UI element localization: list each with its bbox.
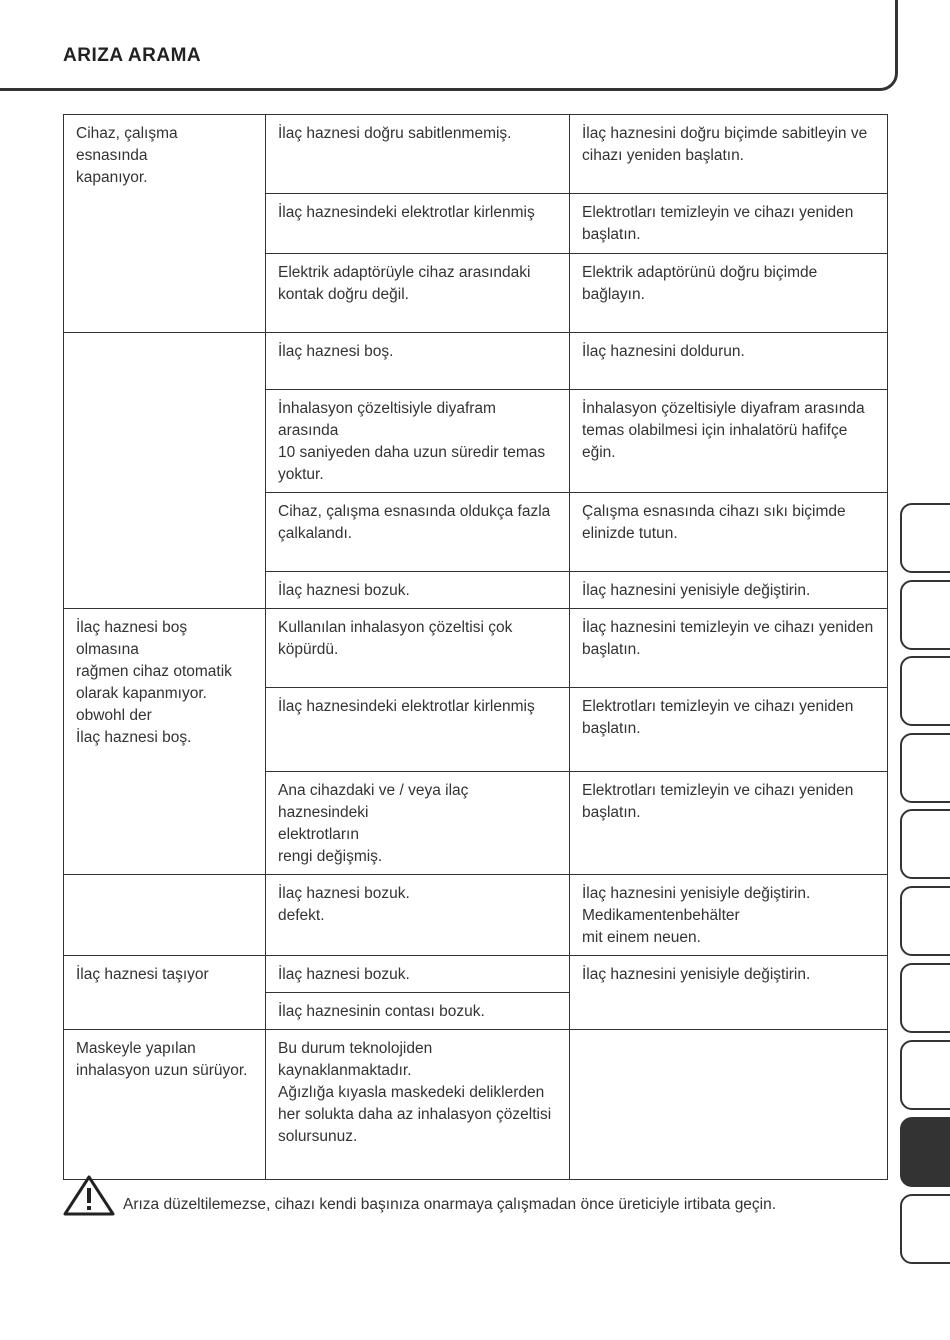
cell-text: İlaç haznesinin contası bozuk. <box>278 1003 485 1020</box>
cell-text: İnhalasyon çözeltisiyle diyafram arasında <box>278 400 496 439</box>
cell-text: İlaç haznesi boş. <box>278 343 394 360</box>
cell-text: defekt. <box>278 907 325 924</box>
cell-text: olarak kapanmıyor. <box>76 685 207 702</box>
remedy-cell <box>570 333 888 390</box>
remedy-cell <box>570 875 888 956</box>
side-tab[interactable] <box>900 1194 950 1264</box>
remedy-cell <box>570 115 888 194</box>
problem-cell <box>64 609 266 875</box>
cause-cell <box>266 875 570 956</box>
remedy-cell <box>570 772 888 875</box>
problem-cell <box>64 1030 266 1180</box>
side-tab[interactable] <box>900 733 950 803</box>
cell-text: Elektrotları temizleyin ve cihazı yeniden <box>582 782 854 799</box>
side-tab[interactable] <box>900 963 950 1033</box>
table-row <box>64 956 888 993</box>
side-tab[interactable] <box>900 656 950 726</box>
problem-cell <box>64 115 266 333</box>
problem-cell <box>64 875 266 956</box>
cell-text: İlaç haznesini yenisiyle değiştirin. <box>582 885 811 902</box>
cause-cell <box>266 572 570 609</box>
cell-text: Elektrik adaptörünü doğru biçimde bağlayın. <box>582 264 818 303</box>
side-tab[interactable] <box>900 1040 950 1110</box>
cell-text: rengi değişmiş. <box>278 848 383 865</box>
table-row <box>64 115 888 194</box>
cell-text: Bu durum teknolojiden <box>278 1040 433 1057</box>
cell-text: çalkalandı. <box>278 525 353 542</box>
cell-text: İlaç haznesi bozuk. <box>278 582 410 599</box>
cell-text: Medikamentenbehälter <box>582 907 740 924</box>
cell-text: Elektrotları temizleyin ve cihazı yeniden <box>582 698 854 715</box>
cell-text: İlaç haznesi bozuk. <box>278 885 410 902</box>
side-tab[interactable] <box>900 886 950 956</box>
side-tab[interactable] <box>900 580 950 650</box>
cell-text: İlaç haznesi boş. <box>76 729 192 746</box>
warning-text: Arıza düzeltilemezse, cihazı kendi başınıza onarmaya çalışmadan önce üreticiyle irtibata geçin. <box>123 1196 777 1213</box>
cell-text: köpürdü. <box>278 641 339 658</box>
remedy-cell <box>570 572 888 609</box>
cause-cell <box>266 493 570 572</box>
cause-cell <box>266 390 570 493</box>
troubleshooting-table <box>63 114 888 1180</box>
table-row <box>64 1030 888 1180</box>
warning-triangle-icon <box>63 1174 115 1216</box>
cause-cell <box>266 254 570 333</box>
cell-text: Ağızlığa kıyasla maskedeki deliklerden <box>278 1084 545 1101</box>
remedy-cell <box>570 194 888 254</box>
table-row <box>64 609 888 688</box>
cell-text: İlaç haznesindeki elektrotlar kirlenmiş <box>278 698 535 715</box>
cell-text: İlaç haznesini doldurun. <box>582 343 745 360</box>
cell-text: İlaç haznesi doğru sabitlenmemiş. <box>278 125 512 142</box>
remedy-cell <box>570 493 888 572</box>
problem-cell <box>64 956 266 1030</box>
cell-text: Cihaz, çalışma esnasında oldukça fazla <box>278 503 551 520</box>
remedy-cell <box>570 688 888 772</box>
cell-text: İlaç haznesini yenisiyle değiştirin. <box>582 966 811 983</box>
cell-text: kapanıyor. <box>76 169 148 186</box>
cell-text: Elektrik adaptörüyle cihaz arasındaki <box>278 264 531 281</box>
remedy-cell <box>570 1030 888 1180</box>
cell-text: cihazı yeniden başlatın. <box>582 147 744 164</box>
cell-text: eğin. <box>582 444 616 461</box>
cause-cell <box>266 993 570 1030</box>
cell-text: Maskeyle yapılan <box>76 1040 196 1057</box>
page-title: ARIZA ARAMA <box>63 45 202 66</box>
cell-text: İlaç haznesini temizleyin ve cihazı yeniden <box>582 619 874 636</box>
cell-text: temas olabilmesi için inhalatörü hafifçe <box>582 422 848 439</box>
cell-text: İnhalasyon çözeltisiyle diyafram arasında <box>582 400 865 417</box>
cell-text: solursunuz. <box>278 1128 358 1145</box>
side-tab-active[interactable] <box>900 1117 950 1187</box>
cell-text: Elektrotları temizleyin ve cihazı yeniden <box>582 204 854 221</box>
side-tab[interactable] <box>900 809 950 879</box>
cell-text: elektrotların <box>278 826 359 843</box>
cell-text: obwohl der <box>76 707 152 724</box>
cell-text: Çalışma esnasında cihazı sıkı biçimde <box>582 503 846 520</box>
cause-cell <box>266 609 570 688</box>
cell-text: başlatın. <box>582 804 641 821</box>
cell-text: 10 saniyeden daha uzun süredir temas <box>278 444 546 461</box>
remedy-cell <box>570 390 888 493</box>
cause-cell <box>266 772 570 875</box>
cell-text: kontak doğru değil. <box>278 286 409 303</box>
cell-text: İlaç haznesi taşıyor <box>76 966 209 983</box>
cell-text: İlaç haznesini yenisiyle değiştirin. <box>582 582 811 599</box>
cell-text: kaynaklanmaktadır. <box>278 1062 412 1079</box>
cell-text: inhalasyon uzun sürüyor. <box>76 1062 248 1079</box>
cell-text: başlatın. <box>582 226 641 243</box>
cause-cell <box>266 688 570 772</box>
cause-cell <box>266 333 570 390</box>
warning-note <box>63 1172 893 1218</box>
cell-text: yoktur. <box>278 466 324 483</box>
cell-text: Kullanılan inhalasyon çözeltisi çok <box>278 619 513 636</box>
table-row <box>64 875 888 956</box>
cell-text: her solukta daha az inhalasyon çözeltisi <box>278 1106 552 1123</box>
cause-cell <box>266 115 570 194</box>
cell-text: İlaç haznesi boş olmasına <box>76 619 188 658</box>
cell-text: İlaç haznesi bozuk. <box>278 966 410 983</box>
cell-text: rağmen cihaz otomatik <box>76 663 232 680</box>
cell-text: İlaç haznesindeki elektrotlar kirlenmiş <box>278 204 535 221</box>
cell-text: Ana cihazdaki ve / veya ilaç haznesindeki <box>278 782 469 821</box>
cause-cell <box>266 1030 570 1180</box>
remedy-cell <box>570 609 888 688</box>
problem-cell <box>64 333 266 609</box>
table-row <box>64 333 888 390</box>
cell-text: mit einem neuen. <box>582 929 701 946</box>
side-tab[interactable] <box>900 503 950 573</box>
remedy-cell <box>570 956 888 1030</box>
cell-text: başlatın. <box>582 720 641 737</box>
cell-text: başlatın. <box>582 641 641 658</box>
cause-cell <box>266 956 570 993</box>
cell-text: İlaç haznesini doğru biçimde sabitleyin ve <box>582 125 868 142</box>
cause-cell <box>266 194 570 254</box>
remedy-cell <box>570 254 888 333</box>
cell-text: elinizde tutun. <box>582 525 678 542</box>
cell-text: Cihaz, çalışma esnasında <box>76 125 178 164</box>
